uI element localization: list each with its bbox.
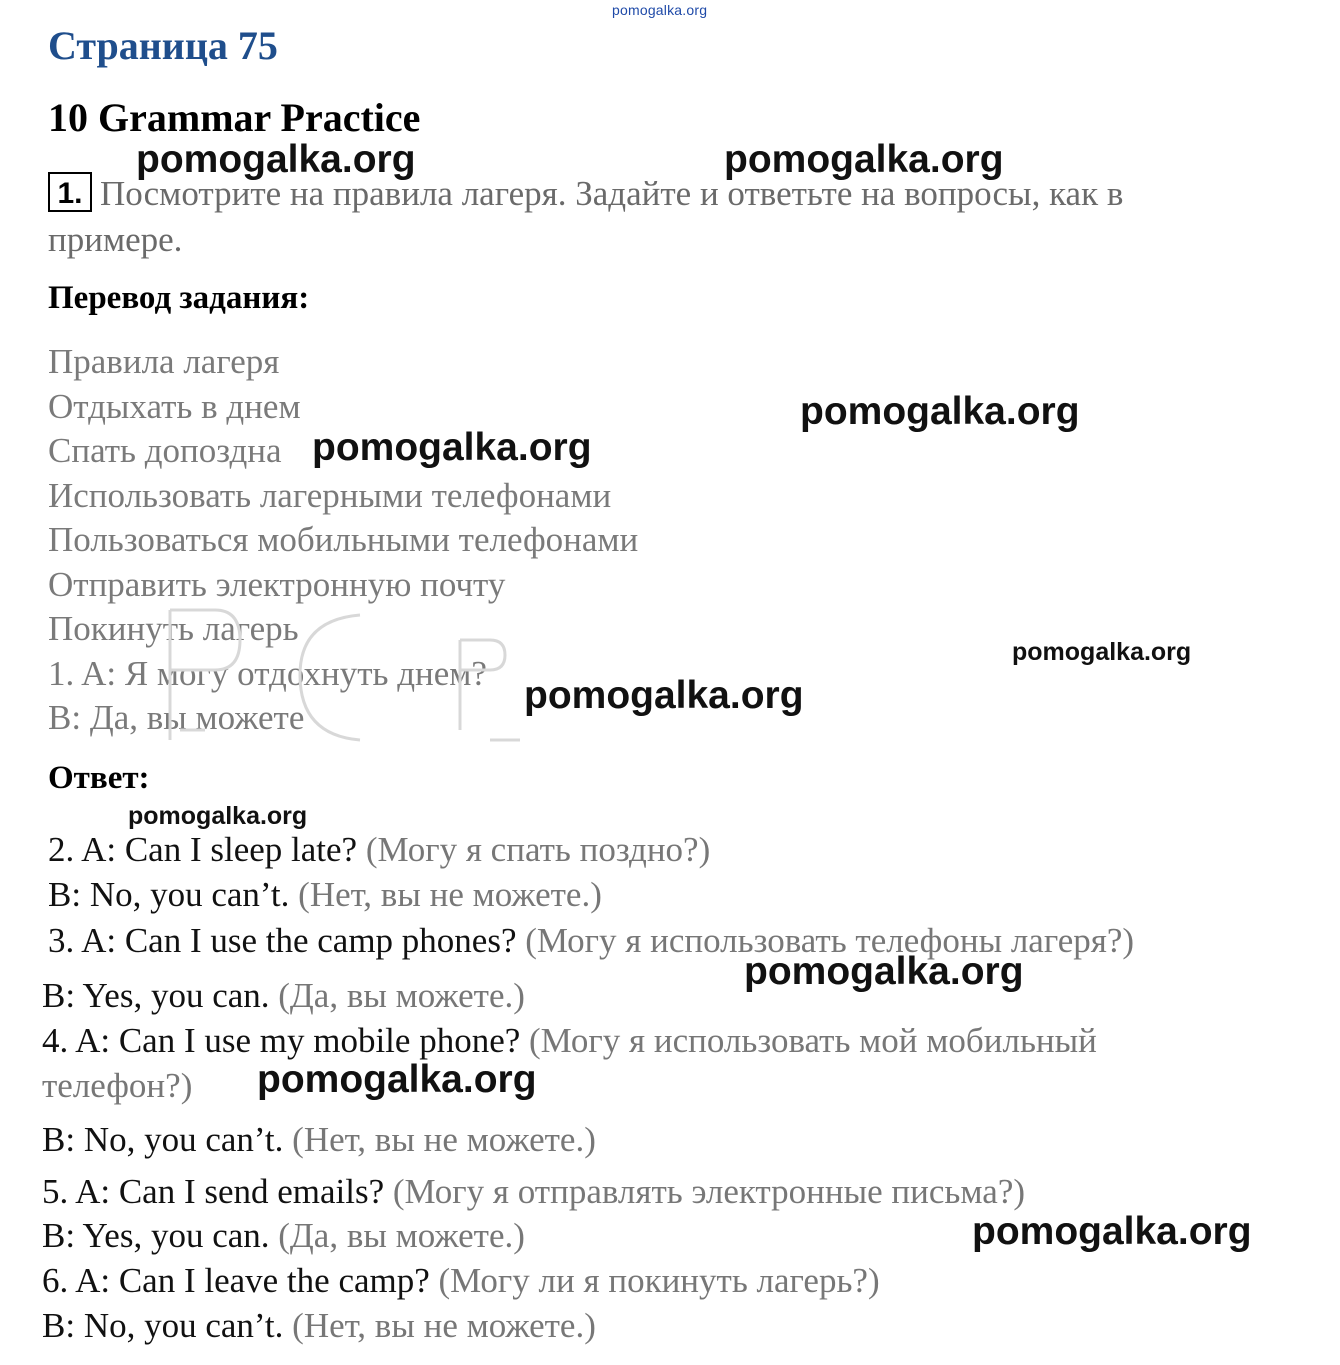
answer-line [42, 1216, 525, 1256]
answer-line [42, 1306, 596, 1346]
answer-ru: (Да, вы можете.) [278, 976, 525, 1015]
watermark-text: pomogalka.org [724, 138, 1004, 181]
watermark-text: pomogalka.org [136, 138, 416, 181]
site-watermark-top: pomogalka.org [612, 2, 708, 18]
answer-ru: (Нет, вы не можете.) [292, 1120, 596, 1159]
answer-en: B: Yes, you can. [42, 976, 270, 1015]
answer-line [42, 1172, 1025, 1212]
answer-en: 2. A: Can I sleep late? [48, 830, 358, 869]
translation-line: 1. A: Я могу отдохнуть днем? [48, 653, 487, 693]
watermark-text: pomogalka.org [744, 950, 1024, 993]
translation-line: Спать допоздна [48, 431, 282, 470]
answer-line-continued [42, 1066, 192, 1106]
answer-ru: (Могу я отправлять электронные письма?) [392, 1172, 1026, 1211]
watermark-text: pomogalka.org [524, 674, 804, 717]
watermark-text: pomogalka.org [800, 390, 1080, 433]
watermark-text: pomogalka.org [312, 426, 592, 469]
translation-line: Правила лагеря [48, 342, 280, 381]
task-number-badge: 1. [48, 172, 92, 212]
answer-en: 5. A: Can I send emails? [42, 1172, 385, 1211]
watermark-text: pomogalka.org [257, 1058, 537, 1101]
answer-ru: телефон?) [42, 1066, 193, 1105]
answer-line [48, 875, 602, 915]
translation-heading: Перевод задания: [48, 280, 310, 316]
watermark-text: pomogalka.org [972, 1210, 1252, 1253]
answer-en: 4. A: Can I use my mobile phone? [42, 1021, 521, 1060]
answer-en: B: Yes, you can. [42, 1216, 270, 1255]
answer-line [42, 1120, 596, 1160]
task-text-line1: Посмотрите на правила лагеря. Задайте и ответьте на вопросы, как в [100, 174, 1124, 213]
answer-line [48, 830, 710, 870]
section-title: 10 Grammar Practice [48, 95, 421, 140]
answer-ru: (Могу я использовать мой мобильный [529, 1021, 1097, 1060]
answer-en: B: No, you can’t. [42, 1306, 284, 1345]
translation-line: B: Да, вы можете [48, 698, 305, 737]
watermark-text: pomogalka.org [128, 802, 308, 830]
answer-ru: (Да, вы можете.) [278, 1216, 525, 1255]
translation-line: Покинуть лагерь [48, 609, 299, 648]
answer-heading: Ответ: [48, 760, 150, 796]
answer-en: 6. A: Can I leave the camp? [42, 1261, 430, 1300]
watermark-text: pomogalka.org [1012, 638, 1192, 666]
answer-line [42, 976, 525, 1016]
translation-line: Отдыхать в днем [48, 386, 301, 426]
answer-ru: (Нет, вы не можете.) [292, 1306, 596, 1345]
answer-en: 3. A: Can I use the camp phones? [48, 921, 517, 960]
faded-stamp-graphic [160, 600, 550, 750]
translation-line: Пользоваться мобильными телефонами [48, 520, 639, 559]
answer-ru: (Могу я спать поздно?) [365, 830, 711, 869]
translation-line: Отправить электронную почту [48, 564, 506, 604]
answer-line [42, 1261, 880, 1301]
translation-line: Использовать лагерными телефонами [48, 475, 612, 515]
answer-ru: (Могу я использовать телефоны лагеря?) [525, 921, 1135, 960]
answer-ru: (Могу ли я покинуть лагерь?) [438, 1261, 880, 1300]
answer-ru: (Нет, вы не можете.) [298, 875, 602, 914]
answer-en: B: No, you can’t. [42, 1120, 284, 1159]
answer-line [42, 1021, 1097, 1061]
page-title: Страница 75 [48, 23, 278, 68]
answer-en: B: No, you can’t. [48, 875, 290, 914]
task-text-line2: примере. [48, 220, 183, 259]
